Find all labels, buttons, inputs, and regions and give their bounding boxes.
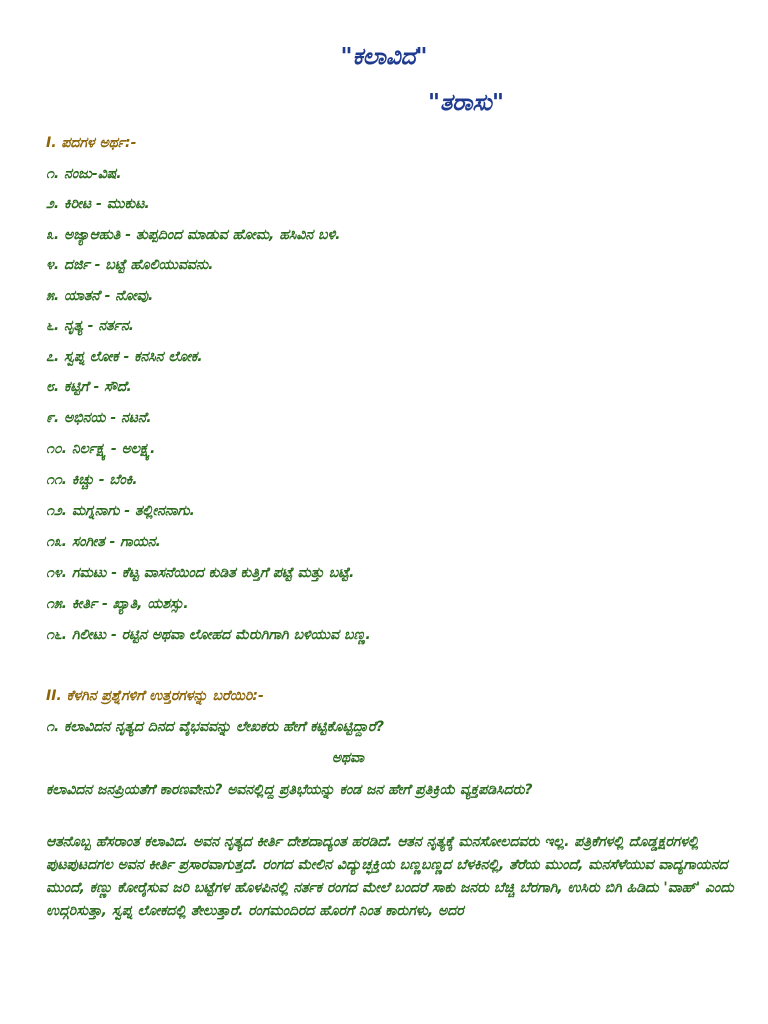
- word-meaning-item: ೧೦. ನಿರ್ಲಕ್ಷ್ಯ - ಅಲಕ್ಷ್ಯ.: [46, 441, 156, 457]
- or-label: ಅಥವಾ: [331, 750, 365, 766]
- word-meaning-item: ೧೪. ಗಮಟು - ಕೆಟ್ಟ ವಾಸನೆಯಿಂದ ಕುಡಿತ ಕುತ್ತಿಗೆ ಪಟ್ಟೆ ಮತ್ತು ಬಟ್ಟೆ.: [46, 565, 355, 581]
- lesson-title: "ಕಲಾವಿದ": [340, 44, 428, 70]
- word-meaning-item: ೪. ದರ್ಜಿ - ಬಟ್ಟೆ ಹೊಲಿಯುವವನು.: [46, 257, 214, 273]
- word-meaning-item: ೧೨. ಮಗ್ನನಾಗು - ತಲ್ಲೀನನಾಗು.: [46, 503, 195, 519]
- word-meaning-item: ೬. ನೃತ್ಯ - ನರ್ತನ.: [46, 318, 134, 334]
- word-meaning-item: ೧೧. ಕಿಚ್ಚು - ಬೆಂಕಿ.: [46, 472, 138, 488]
- word-meaning-item: ೧೫. ಕೀರ್ತಿ - ಖ್ಯಾತಿ, ಯಶಸ್ಸು.: [46, 596, 189, 612]
- section-heading-word-meanings: I. ಪದಗಳ ಅರ್ಥ:-: [46, 135, 137, 151]
- question-text: ೧. ಕಲಾವಿದನ ನೃತ್ಯದ ದಿನದ ವೈಭವವನ್ನು ಲೇಖಕರು ಹೇಗೆ ಕಟ್ಟಿಕೊಟ್ಟಿದ್ದಾರೆ?: [46, 719, 384, 735]
- word-meaning-item: ೫. ಯಾತನೆ - ನೋವು.: [46, 288, 154, 304]
- alternate-question-text: ಕಲಾವಿದನ ಜನಪ್ರಿಯತೆಗೆ ಕಾರಣವೇನು? ಅವನಲ್ಲಿದ್ದ ಪ್ರತಿಭೆಯನ್ನು ಕಂಡ ಜನ ಹೇಗೆ ಪ್ರತಿಕ್ರಿಯೆ ವ್ಯಕ್ತಪಡಿಸಿದರು?: [46, 782, 533, 798]
- section-heading-questions: II. ಕೆಳಗಿನ ಪ್ರಶ್ನೆಗಳಿಗೆ ಉತ್ತರಗಳನ್ನು ಬರೆಯಿರಿ:-: [46, 688, 264, 704]
- word-meaning-item: ೯. ಅಭಿನಯ - ನಟನೆ.: [46, 410, 152, 426]
- lesson-author: "ತರಾಸು": [428, 90, 504, 116]
- word-meaning-item: ೧. ನಂಜು-ವಿಷ.: [46, 166, 122, 182]
- word-meaning-item: ೮. ಕಟ್ಟಿಗೆ - ಸೌದೆ.: [46, 379, 132, 395]
- word-meaning-item: ೨. ಕಿರೀಟ - ಮುಕುಟ.: [46, 196, 150, 212]
- word-meaning-item: ೧೩. ಸಂಗೀತ - ಗಾಯನ.: [46, 534, 161, 550]
- answer-paragraph: ಆತನೊಬ್ಬ ಹೆಸರಾಂತ ಕಲಾವಿದ. ಅವನ ನೃತ್ಯದ ಕೀರ್ತಿ ದೇಶದಾದ್ಯಂತ ಹರಡಿದೆ. ಆತನ ನೃತ್ಯಕ್ಕೆ ಮನಸೋಲದವರು ಇಲ್ಲ. ಪತ್ರಿಕೆಗಳಲ್ಲಿ ದೊಡ್ಡಕ್ಷರಗಳಲ್ಲಿ ಪುಟಪುಟದಗಲ ಅವನ ಕೀರ್ತಿ ಪ್ರಸಾರವಾಗುತ್ತದೆ. ರಂಗದ ಮೇಲಿನ ವಿದ್ಯುಚ್ಛಕ್ತಿಯ ಬಣ್ಣಬಣ್ಣದ ಬೆಳಕಿನಲ್ಲಿ, ತೆರೆಯ ಮುಂದೆ, ಮನಸೆಳೆಯುವ ವಾದ್ಯಗಾಯನದ ಮುಂದೆ, ಕಣ್ಣು ಕೋರೈಸುವ ಜರಿ ಬಟ್ಟೆಗಳ ಹೊಳಪಿನಲ್ಲಿ ನರ್ತಕ ರಂಗದ ಮೇಲೆ ಬಂದರೆ ಸಾಕು ಜನರು ಬೆಚ್ಚಿ ಬೆರಗಾಗಿ, ಉಸಿರು ಬಿಗಿ ಹಿಡಿದು 'ವಾಹ್' ಎಂದು ಉದ್ಗರಿಸುತ್ತಾ, ಸ್ವಪ್ನ ಲೋಕದಲ್ಲಿ ತೇಲುತ್ತಾರೆ. ರಂಗಮಂದಿರದ ಹೊರಗೆ ನಿಂತ ಕಾರುಗಳು, ಅದರ: [46, 834, 734, 919]
- word-meaning-item: ೩. ಅಜ್ಯಾಆಹುತಿ - ತುಪ್ಪದಿಂದ ಮಾಡುವ ಹೋಮ, ಹಸಿವಿನ ಬಳಿ.: [46, 227, 341, 243]
- word-meaning-item: ೭. ಸ್ವಪ್ನ ಲೋಕ - ಕನಸಿನ ಲೋಕ.: [46, 349, 203, 365]
- word-meaning-item: ೧೬. ಗಿಲೀಟು - ರಟ್ಟಿನ ಅಥವಾ ಲೋಹದ ಮೆರುಗಿಗಾಗಿ ಬಳಿಯುವ ಬಣ್ಣ.: [46, 627, 371, 643]
